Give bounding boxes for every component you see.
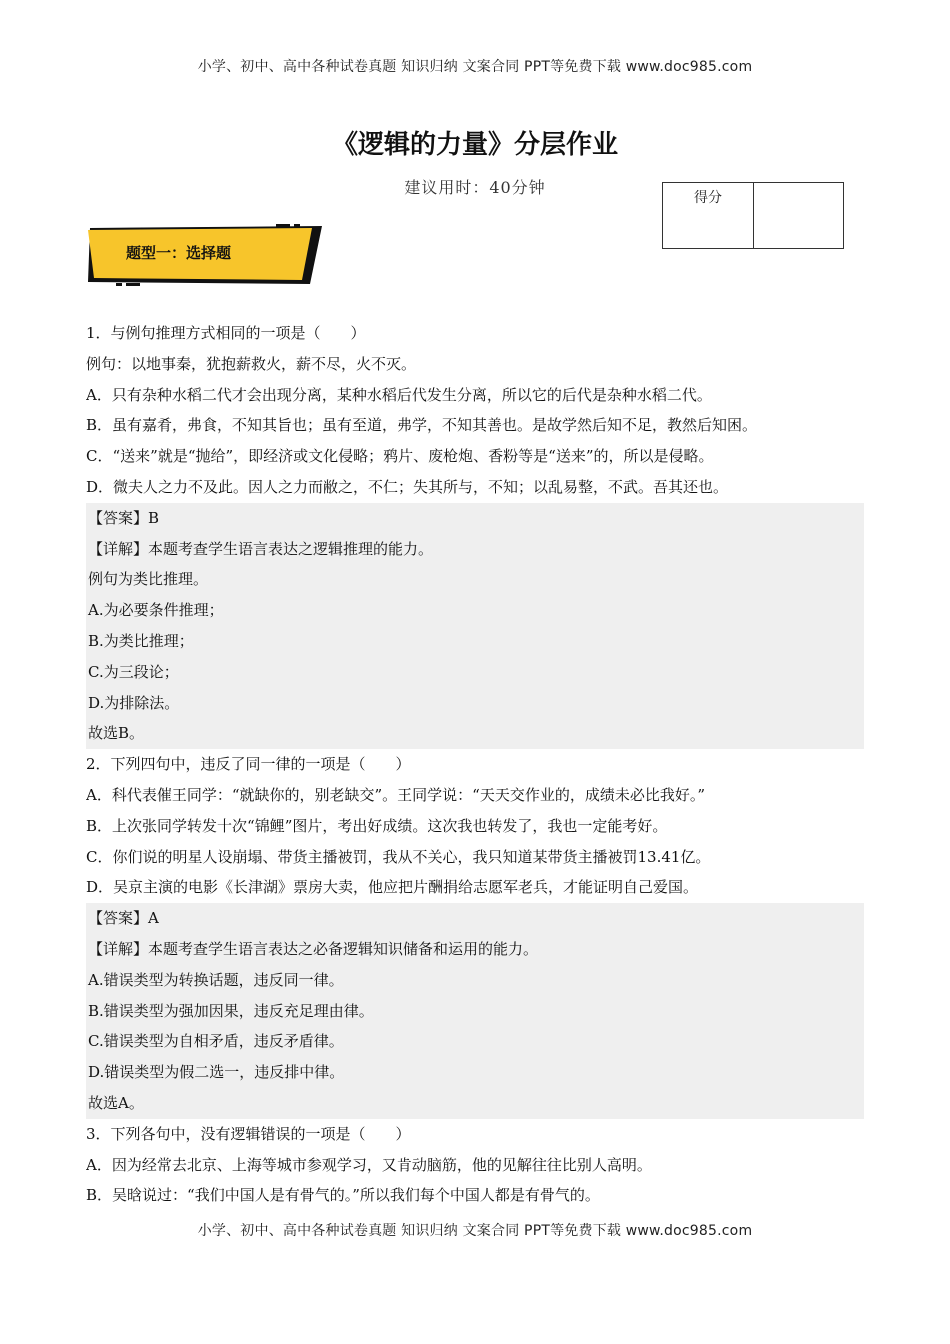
question-line: 1．与例句推理方式相同的一项是（ ） [86, 324, 366, 342]
answer-line: 故选A。 [86, 1088, 864, 1119]
answer-line: 例句为类比推理。 [86, 564, 864, 595]
answer-line: D.错误类型为假二选一，违反排中律。 [86, 1057, 864, 1088]
document-title: 《逻辑的力量》分层作业 [331, 130, 618, 160]
question-line: 3．下列各句中，没有逻辑错误的一项是（ ） [86, 1124, 411, 1143]
page-footer: 小学、初中、高中各种试卷真题 知识归纳 文案合同 PPT等免费下载 www.doc985.com [197, 1223, 753, 1239]
answer-line: C.错误类型为自相矛盾，违反矛盾律。 [86, 1026, 864, 1057]
answer-line: 【详解】本题考查学生语言表达之必备逻辑知识储备和运用的能力。 [86, 934, 864, 965]
score-value-cell [754, 183, 843, 248]
answer-line: A.为必要条件推理； [86, 595, 864, 626]
question-line: B．上次张同学转发十次“锦鲤”图片，考出好成绩。这次我也转发了，我也一定能考好。 [86, 816, 668, 835]
page-header: 小学、初中、高中各种试卷真题 知识归纳 文案合同 PPT等免费下载 www.doc985.com [197, 59, 753, 75]
answer-line: 【详解】本题考查学生语言表达之逻辑推理的能力。 [86, 534, 864, 565]
answer-line: 故选B。 [86, 718, 864, 749]
question-line: D．吴京主演的电影《长津湖》票房大卖，他应把片酬捐给志愿军老兵，才能证明自己爱国。 [86, 878, 699, 897]
question-line: B．虽有嘉肴，弗食，不知其旨也；虽有至道，弗学，不知其善也。是故学然后知不足，教然后知困。 [86, 416, 758, 435]
answer-line: 【答案】A [86, 903, 864, 934]
question-line: D．微夫人之力不及此。因人之力而敝之，不仁；失其所与，不知；以乱易整，不武。吾其还也。 [86, 477, 729, 496]
score-label: 得分 [663, 183, 754, 248]
question-line: C．你们说的明星人设崩塌、带货主播被罚，我从不关心，我只知道某带货主播被罚13.41亿。 [86, 847, 711, 866]
answer-line: A.错误类型为转换话题，违反同一律。 [86, 965, 864, 996]
question-line: 2．下列四句中，违反了同一律的一项是（ ） [86, 755, 411, 774]
section-title: 题型一：选择题 [126, 244, 232, 262]
section-banner [86, 224, 326, 286]
suggested-time: 建议用时：40分钟 [404, 178, 546, 197]
question-line: B．吴晗说过：“我们中国人是有骨气的。”所以我们每个中国人都是有骨气的。 [86, 1186, 600, 1205]
question-line: A．只有杂种水稻二代才会出现分离，某种水稻后代发生分离，所以它的后代是杂种水稻二代。 [86, 385, 712, 404]
question-line: A．因为经常去北京、上海等城市参观学习，又肯动脑筋，他的见解往往比别人高明。 [86, 1155, 652, 1174]
answer-line: 【答案】B [86, 503, 864, 534]
question-content [86, 318, 864, 1211]
answer-line: C.为三段论； [86, 657, 864, 688]
question-line: C．“送来”就是“抛给”，即经济或文化侵略；鸦片、废枪炮、香粉等是“送来”的，所以是侵略。 [86, 447, 714, 466]
question-line: A．科代表催王同学：“就缺你的，别老缺交”。王同学说：“天天交作业的，成绩未必比我好。” [86, 785, 706, 804]
answer-line: B.错误类型为强加因果，违反充足理由律。 [86, 996, 864, 1027]
answer-line: D.为排除法。 [86, 688, 864, 719]
question-line: 例句：以地事秦，犹抱薪救火，薪不尽，火不灭。 [86, 354, 417, 373]
score-box [662, 182, 844, 249]
answer-line: B.为类比推理； [86, 626, 864, 657]
